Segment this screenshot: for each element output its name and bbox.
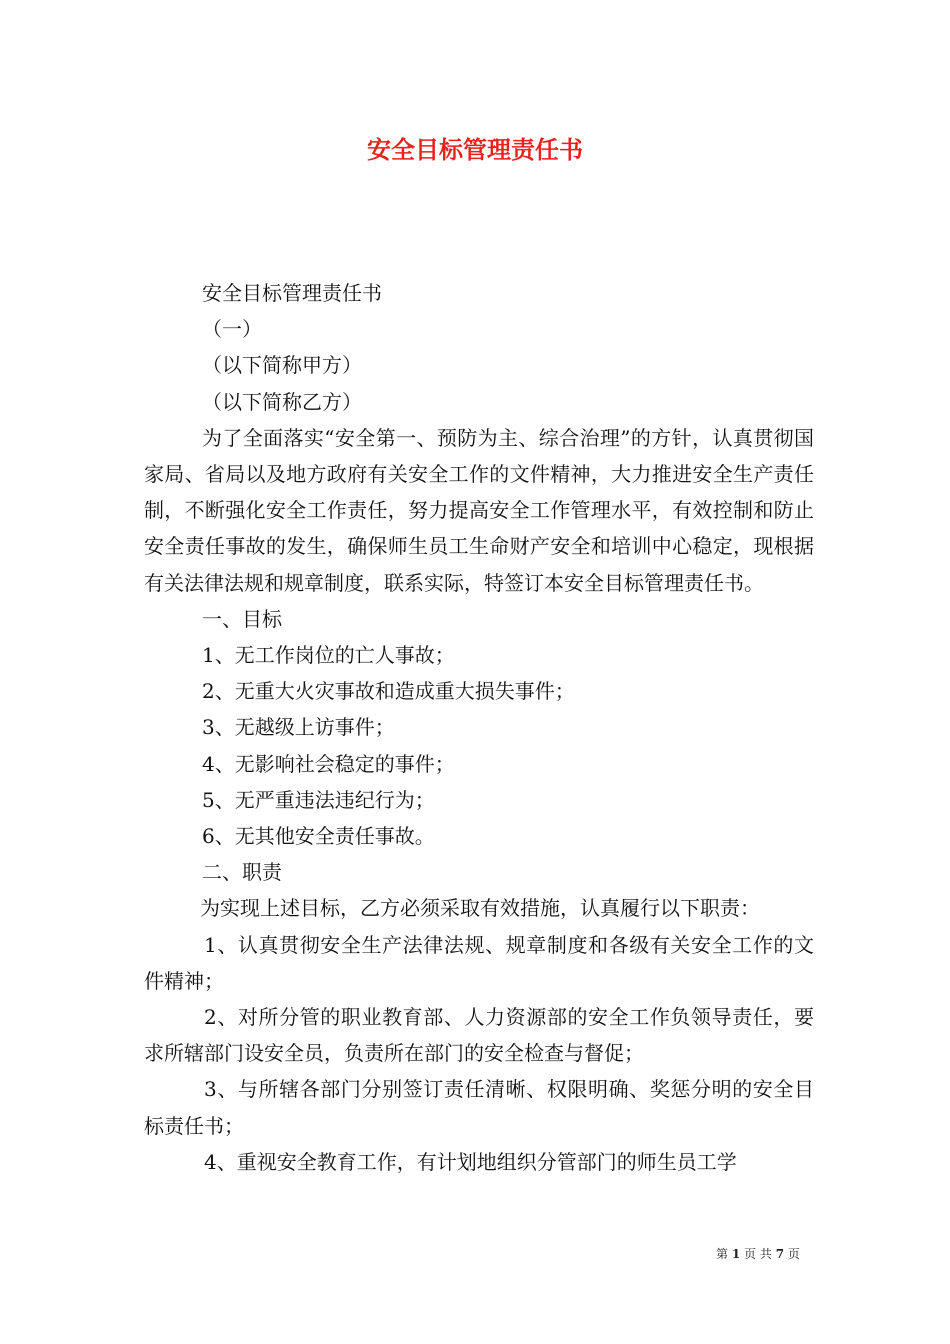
goal-item: 1、无工作岗位的亡人事故； <box>202 643 455 668</box>
goal-item: 4、无影响社会稳定的事件； <box>202 751 455 776</box>
page-number-footer <box>716 1246 836 1262</box>
duty-item: 4、重视安全教育工作，有计划地组织分管部门的师生员工学 <box>204 1149 737 1174</box>
paragraph-party-b: （以下简称乙方） <box>202 389 362 414</box>
duty-item: 3、与所辖各部门分别签订责任清晰、权限明确、奖惩分明的安全目标责任书； <box>144 1077 814 1138</box>
footer-prefix: 第 <box>716 1247 729 1261</box>
paragraph-heading: 安全目标管理责任书 <box>202 281 382 305</box>
paragraph-party-a: （以下简称甲方） <box>202 353 362 378</box>
section-heading-goals: 一、目标 <box>202 606 282 631</box>
goal-item: 6、无其他安全责任事故。 <box>202 824 435 849</box>
document-body <box>144 275 814 1180</box>
footer-middle: 页 共 <box>744 1247 772 1261</box>
paragraph-number: （一） <box>202 317 262 342</box>
duty-item: 2、对所分管的职业教育部、人力资源部的安全工作负领导责任，要求所辖部门设安全员，负责所在部门的安全检查与督促； <box>144 1005 814 1066</box>
paragraph-preamble: 为了全面落实“安全第一、预防为主、综合治理”的方针，认真贯彻国家局、省局以及地方政府有关安全工作的文件精神，大力推进安全生产责任制，不断强化安全工作责任，努力提高安全工作管理水平，有效控制和防止安全责任事故的发生，确保师生员工生命财产安全和培训中心稳定，现根据有关法律法规和规章制度，联系实际，特签订本安全目标管理责任书。 <box>144 425 814 595</box>
duties-intro: 为实现上述目标，乙方必须采取有效措施，认真履行以下职责： <box>200 896 760 921</box>
document-title: 安全目标管理责任书 <box>367 135 583 164</box>
section-heading-duties: 二、职责 <box>202 860 282 885</box>
goal-item: 3、无越级上访事件； <box>202 715 395 740</box>
goal-item: 5、无严重违法违纪行为； <box>202 787 435 812</box>
footer-total-pages: 7 <box>775 1247 785 1261</box>
footer-current-page: 1 <box>731 1247 741 1261</box>
duty-item: 1、认真贯彻安全生产法律法规、规章制度和各级有关安全工作的文件精神； <box>144 932 814 993</box>
goal-item: 2、无重大火灾事故和造成重大损失事件； <box>202 679 575 704</box>
footer-suffix: 页 <box>787 1247 800 1261</box>
